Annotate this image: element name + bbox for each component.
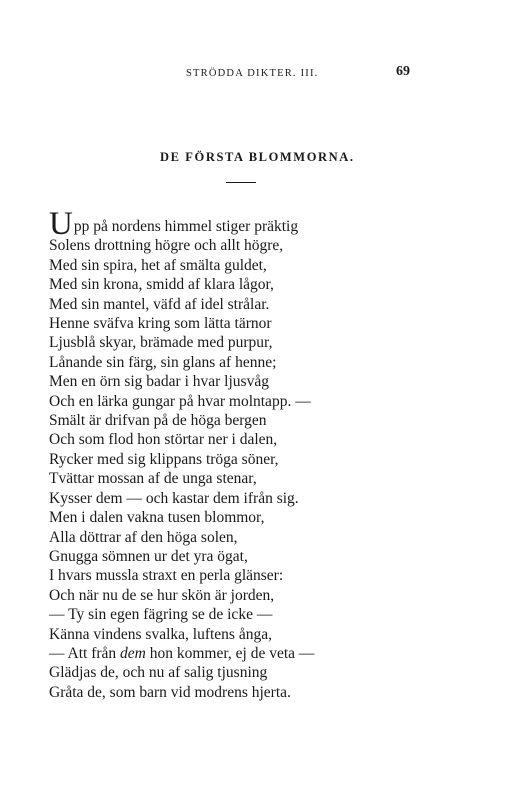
poem-title: DE FÖRSTA BLOMMORNA.	[160, 150, 355, 164]
poem-line: Och som flod hon störtar ner i dalen,	[49, 431, 278, 449]
poem-line: Med sin krona, smidd af klara lågor,	[49, 276, 274, 294]
line-text-after: hon kommer, ej de veta —	[145, 644, 315, 662]
poem-line: Glädjas de, och nu af salig tjusning	[49, 664, 268, 682]
poem-line: Gråta de, som barn vid modrens hjerta.	[49, 683, 291, 701]
first-line-text: pp på nordens himmel stiger präktig	[73, 218, 299, 235]
poem-line: Med sin mantel, väfd af idel strålar.	[49, 295, 270, 313]
title-rule	[226, 182, 256, 183]
poem-line: Och en lärka gungar på hvar molntapp. —	[49, 392, 311, 410]
poem-line	[49, 644, 379, 663]
poem-line: Tvättar mossan af de unga stenar,	[49, 470, 257, 488]
italic-word: dem	[120, 644, 146, 662]
poem-line: Känna vindens svalka, luftens ånga,	[49, 625, 272, 643]
poem-line: Och när nu de se hur skön är jorden,	[49, 586, 275, 604]
poem-body	[49, 206, 379, 702]
poem-line: Kysser dem — och kastar dem ifrån sig.	[49, 489, 299, 507]
poem-line: Gnugga sömnen ur det yra ögat,	[49, 547, 248, 565]
poem-line: Alla döttrar af den höga solen,	[49, 528, 238, 546]
poem-line: Smält är drifvan på de höga bergen	[49, 412, 267, 430]
poem-line: Lånande sin färg, sin glans af henne;	[49, 353, 277, 371]
poem-line: I hvars mussla straxt en perla glänser:	[49, 567, 284, 585]
poem-line: Men en örn sig badar i hvar ljusvåg	[49, 373, 269, 391]
line-text-before: — Att från	[49, 644, 121, 662]
drop-cap: U	[49, 206, 73, 242]
poem-line	[49, 206, 379, 242]
poem-line: Men i dalen vakna tusen blommor,	[49, 509, 265, 527]
running-head: STRÖDDA DIKTER. III.	[186, 68, 319, 79]
poem-line: Henne sväfva kring som lätta tärnor	[49, 315, 272, 333]
poem-line: Solens drottning högre och allt högre,	[49, 237, 284, 255]
poem-line: Rycker med sig klippans tröga söner,	[49, 450, 279, 468]
poem-line: Ljusblå skyar, brämade med purpur,	[49, 334, 273, 352]
poem-line: Med sin spira, het af smälta guldet,	[49, 256, 267, 274]
page-number: 69	[396, 64, 410, 79]
poem-line: — Ty sin egen fägring se de icke —	[49, 606, 273, 624]
